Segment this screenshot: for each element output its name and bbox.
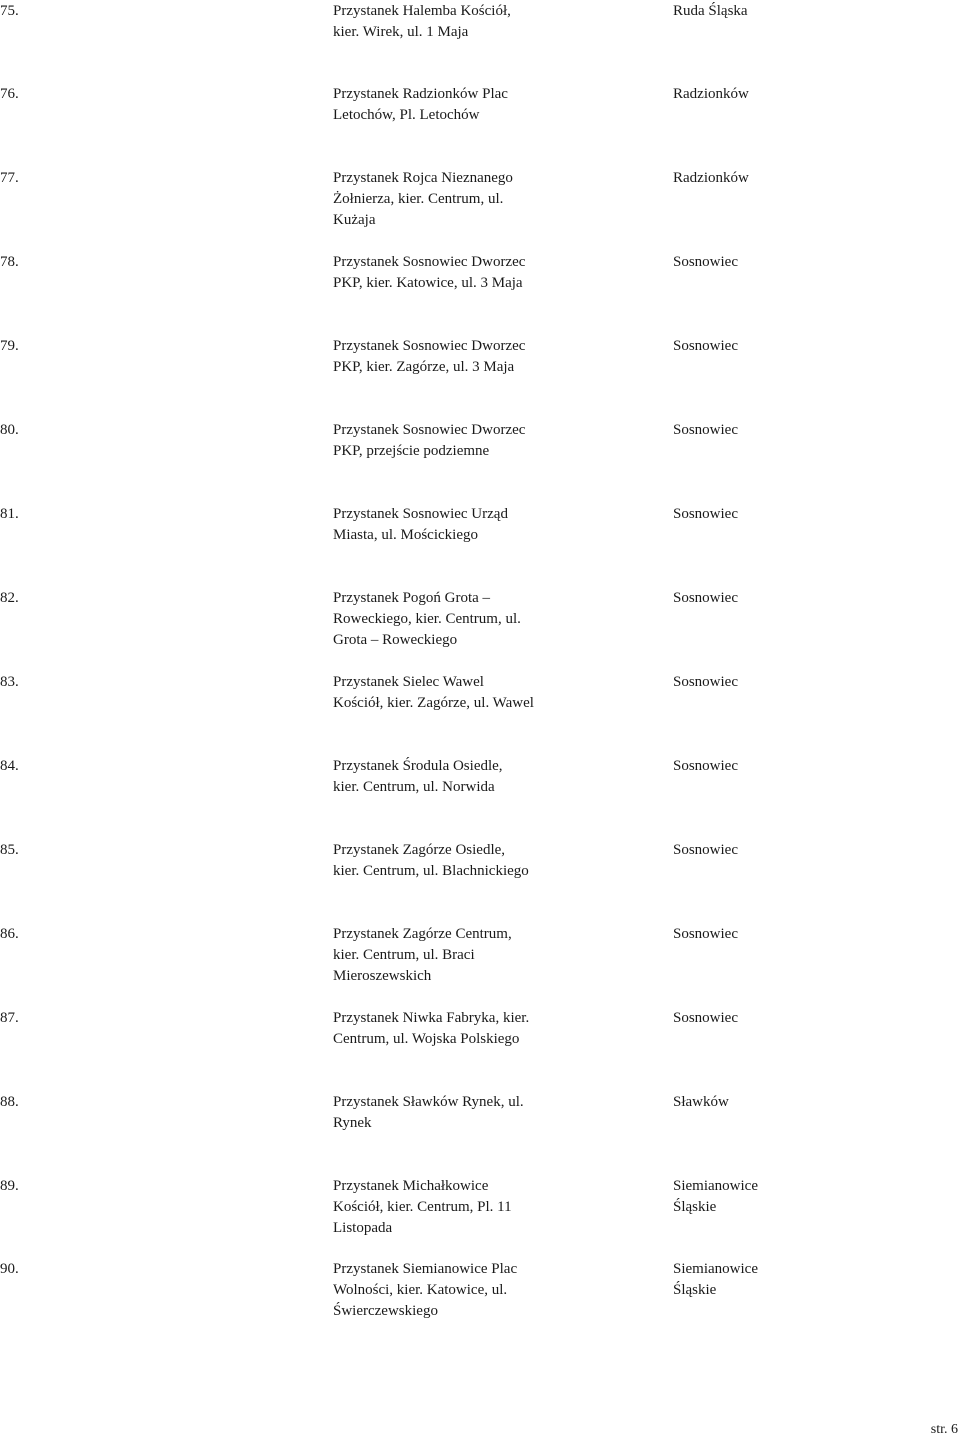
entry-description-line: Letochów, Pl. Letochów [333,107,480,123]
entry-description-line: Przystanek Zagórze Centrum, [333,926,512,942]
entry-description-line: Miasta, ul. Mościckiego [333,527,478,543]
entry-place: Śląskie [673,1199,717,1215]
entry-description-line: Przystanek Sosnowiec Dworzec [333,422,526,438]
entry-place: Sosnowiec [673,254,738,270]
entry-description-line: kier. Centrum, ul. Norwida [333,779,495,795]
list-item [0,1259,960,1343]
entry-description-line: Przystanek Rojca Nieznanego [333,170,513,186]
entry-description-line: Przystanek Zagórze Osiedle, [333,842,506,858]
entry-description-line: Przystanek Michałkowice [333,1178,489,1194]
list-item [0,168,960,252]
list-item [0,672,960,756]
entry-number: 85. [0,842,19,858]
entry-place: Sławków [673,1094,729,1110]
entry-number: 87. [0,1010,19,1026]
entry-description-line: Przystanek Sosnowiec Urząd [333,506,508,522]
entry-description-line: Przystanek Halemba Kościół, [333,3,511,19]
entry-description-line: Centrum, ul. Wojska Polskiego [333,1031,520,1047]
list-item [0,504,960,588]
entry-description-line: Roweckiego, kier. Centrum, ul. [333,611,521,627]
entry-description-line: Przystanek Radzionków Plac [333,86,508,102]
entry-place: Sosnowiec [673,926,738,942]
entry-description-line: Wolności, kier. Katowice, ul. [333,1282,508,1298]
entry-place: Sosnowiec [673,674,738,690]
list-item [0,1,960,85]
entry-description-line: Przystanek Niwka Fabryka, kier. [333,1010,530,1026]
entry-description-line: Przystanek Sławków Rynek, ul. [333,1094,524,1110]
list-item [0,84,960,168]
entry-place: Sosnowiec [673,506,738,522]
entry-description-line: PKP, kier. Katowice, ul. 3 Maja [333,275,523,291]
entry-number: 75. [0,3,19,19]
entry-number: 76. [0,86,19,102]
entry-description-line: Kościół, kier. Zagórze, ul. Wawel [333,695,534,711]
entry-place: Sosnowiec [673,842,738,858]
entry-number: 84. [0,758,19,774]
entry-place: Sosnowiec [673,338,738,354]
list-item [0,1092,960,1176]
entry-description-line: Mieroszewskich [333,968,432,984]
entry-place: Radzionków [673,170,749,186]
list-item [0,588,960,672]
entry-description-line: Listopada [333,1220,393,1236]
entry-description-line: PKP, kier. Zagórze, ul. 3 Maja [333,359,515,375]
entry-number: 80. [0,422,19,438]
entry-place: Radzionków [673,86,749,102]
entry-description-line: Kościół, kier. Centrum, Pl. 11 [333,1199,512,1215]
entry-number: 81. [0,506,19,522]
entry-number: 90. [0,1261,19,1277]
list-item [0,840,960,924]
entry-place: Sosnowiec [673,422,738,438]
entry-description-line: kier. Centrum, ul. Braci [333,947,475,963]
entry-place: Ruda Śląska [673,3,748,19]
list-item [0,252,960,336]
list-item [0,336,960,420]
entry-number: 79. [0,338,19,354]
entry-number: 82. [0,590,19,606]
entry-description-line: Świerczewskiego [333,1303,438,1319]
list-item [0,1008,960,1092]
entry-number: 78. [0,254,19,270]
list-item [0,756,960,840]
entry-number: 83. [0,674,19,690]
entry-description-line: Żołnierza, kier. Centrum, ul. [333,191,504,207]
entry-description-line: Przystanek Sielec Wawel [333,674,484,690]
entry-description-line: Przystanek Sosnowiec Dworzec [333,254,526,270]
entry-description-line: PKP, przejście podziemne [333,443,490,459]
entry-place: Śląskie [673,1282,717,1298]
entry-place: Sosnowiec [673,590,738,606]
entry-description-line: kier. Centrum, ul. Blachnickiego [333,863,529,879]
entry-description-line: Przystanek Pogoń Grota – [333,590,491,606]
entry-description-line: Przystanek Sosnowiec Dworzec [333,338,526,354]
list-item [0,420,960,504]
entry-number: 77. [0,170,19,186]
list-item [0,924,960,1008]
entry-description-line: Przystanek Siemianowice Plac [333,1261,518,1277]
list-item [0,1176,960,1260]
entry-number: 89. [0,1178,19,1194]
entry-description-line: Kużaja [333,212,376,228]
entry-description-line: Przystanek Środula Osiedle, [333,758,503,774]
entry-number: 88. [0,1094,19,1110]
entry-place: Sosnowiec [673,1010,738,1026]
entry-description-line: Grota – Roweckiego [333,632,458,648]
entry-place: Siemianowice [673,1178,758,1194]
entry-number: 86. [0,926,19,942]
entry-description-line: Rynek [333,1115,372,1131]
entry-place: Siemianowice [673,1261,758,1277]
entry-place: Sosnowiec [673,758,738,774]
entry-description-line: kier. Wirek, ul. 1 Maja [333,24,469,40]
page-number: str. 6 [930,1422,958,1437]
